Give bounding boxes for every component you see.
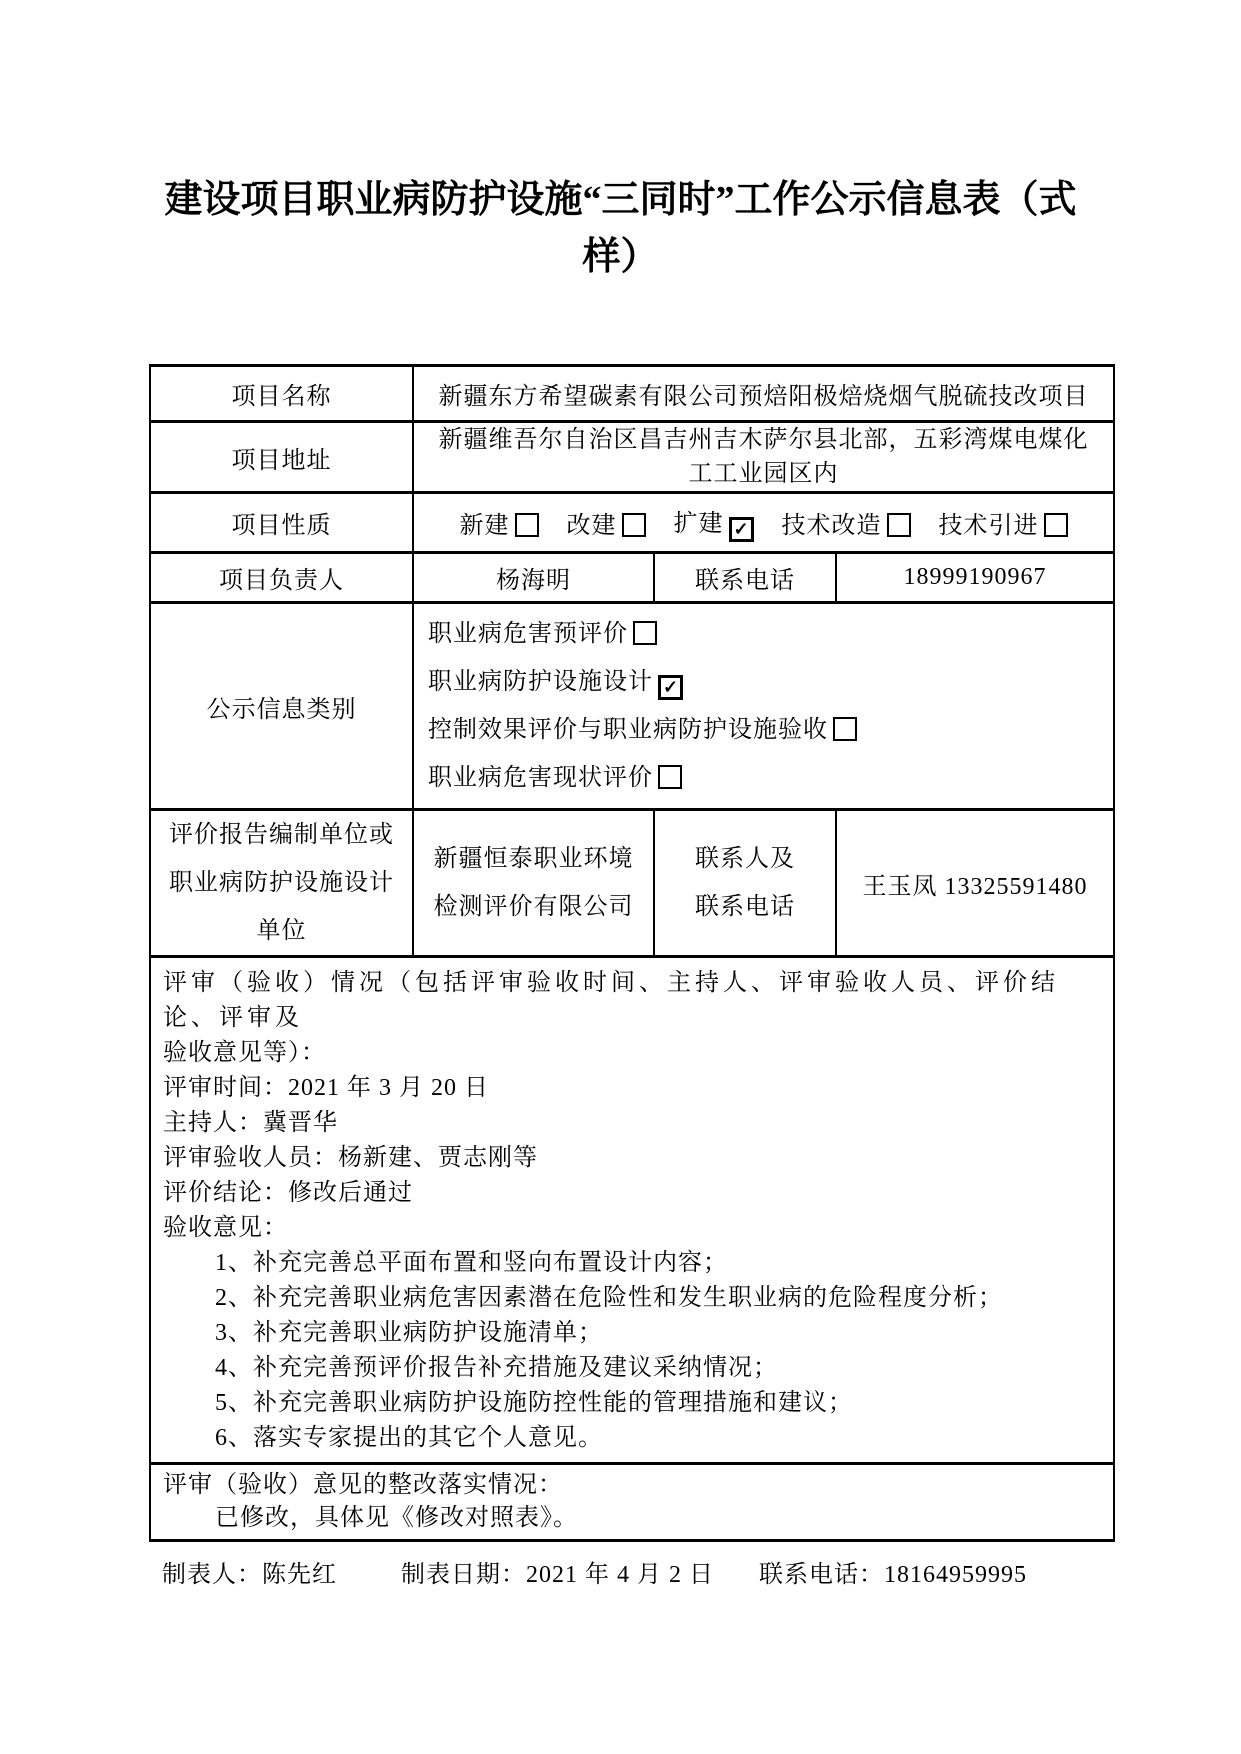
- checkbox-tech-upgrade: [887, 513, 911, 537]
- rectification-heading: 评审（验收）意见的整改落实情况：: [163, 1472, 563, 1498]
- project-leader-row: [150, 553, 1114, 603]
- rectification-row: [150, 1464, 1114, 1541]
- checkbox-expansion: ✓: [729, 517, 754, 542]
- review-opinion-item-6: 6、落实专家提出的其它个人意见。: [215, 1425, 603, 1451]
- nature-option-rebuild: [567, 505, 646, 540]
- review-host: 主持人：冀晋华: [163, 1110, 338, 1136]
- agency-name-line-2: 检测评价有限公司: [433, 894, 634, 920]
- publicity-option-pre-evaluation: [428, 610, 1105, 658]
- project-address-row: [150, 422, 1114, 493]
- agency-contact-label: [654, 810, 836, 957]
- review-opinion-item-5: 5、补充完善职业病防护设施防控性能的管理措施和建议；: [215, 1390, 853, 1416]
- leader-phone-value: 18999190967: [836, 553, 1114, 603]
- publicity-option-pre-evaluation-label: 职业病危害预评价: [428, 621, 628, 647]
- review-row: [150, 957, 1114, 1464]
- document-title: [0, 0, 1241, 286]
- publicity-type-label: 公示信息类别: [150, 603, 413, 810]
- agency-contact-label-line-1: 联系人及: [695, 846, 795, 872]
- agency-name: [413, 810, 654, 957]
- review-opinion-item-3: 3、补充完善职业病防护设施清单；: [215, 1320, 603, 1346]
- publicity-option-control-effect-label: 控制效果评价与职业病防护设施验收: [428, 717, 828, 743]
- review-opinion-item-1: 1、补充完善总平面布置和竖向布置设计内容；: [215, 1250, 728, 1276]
- nature-option-rebuild-label: 改建: [566, 513, 617, 539]
- publicity-type-options: [413, 603, 1114, 810]
- agency-row: [150, 810, 1114, 957]
- agency-label: [150, 810, 413, 957]
- checkbox-new-construction: [515, 513, 539, 537]
- nature-option-new: [460, 505, 539, 540]
- review-opinion-item-4: 4、补充完善预评价报告补充措施及建议采纳情况；: [215, 1355, 778, 1381]
- publicity-option-facility-design: [428, 658, 1105, 706]
- leader-phone-label: 联系电话: [654, 553, 836, 603]
- project-name-row: [150, 366, 1114, 422]
- review-opinions-heading: 验收意见：: [163, 1215, 288, 1241]
- project-name-label: 项目名称: [150, 366, 413, 422]
- project-leader-name: 杨海明: [413, 553, 654, 603]
- review-time: 评审时间：2021 年 3 月 20 日: [163, 1075, 489, 1101]
- checkbox-pre-evaluation: [633, 621, 657, 645]
- publicity-type-row: [150, 603, 1114, 810]
- nature-option-expansion: [674, 503, 754, 542]
- rectification-result: 已修改，具体见《修改对照表》。: [215, 1505, 578, 1531]
- publicity-option-status-evaluation-label: 职业病危害现状评价: [428, 765, 653, 791]
- nature-option-expansion-label: 扩建: [673, 511, 724, 537]
- review-conclusion: 评价结论：修改后通过: [163, 1180, 413, 1206]
- nature-option-new-label: 新建: [459, 513, 510, 539]
- agency-contact-value: 王玉凤 13325591480: [836, 810, 1114, 957]
- document-title-line-2: 样）: [582, 236, 659, 278]
- project-address-line-1: 新疆维吾尔自治区昌吉州吉木萨尔县北部，五彩湾煤电煤化: [438, 427, 1089, 453]
- footer-line: [162, 1554, 1241, 1589]
- footer-date: 制表日期：2021 年 4 月 2 日: [401, 1562, 714, 1588]
- review-personnel: 评审验收人员：杨新建、贾志刚等: [163, 1145, 538, 1171]
- agency-label-line-3: 单位: [256, 918, 307, 944]
- project-address-label: 项目地址: [150, 422, 413, 493]
- info-table: [149, 364, 1115, 1542]
- project-nature-options: [413, 493, 1114, 553]
- review-line: 验收意见等）：: [163, 1040, 326, 1066]
- project-name-value: 新疆东方希望碳素有限公司预焙阳极焙烧烟气脱硫技改项目: [413, 366, 1114, 422]
- review-line: 评审（验收）情况（包括评审验收时间、主持人、评审验收人员、评价结论、评审及: [163, 970, 1059, 1031]
- publicity-option-facility-design-label: 职业病防护设施设计: [428, 669, 653, 695]
- review-opinion-item-2: 2、补充完善职业病危害因素潜在危险性和发生职业病的危险程度分析；: [215, 1285, 1003, 1311]
- project-nature-row: [150, 493, 1114, 553]
- agency-contact-label-line-2: 联系电话: [695, 894, 795, 920]
- checkbox-facility-design: ✓: [658, 675, 683, 700]
- agency-label-line-1: 评价报告编制单位或: [169, 822, 394, 848]
- project-address-line-2: 工工业园区内: [688, 461, 839, 487]
- review-section: [150, 957, 1114, 1464]
- nature-option-tech-import-label: 技术引进: [938, 513, 1039, 539]
- agency-name-line-1: 新疆恒泰职业环境: [433, 846, 634, 872]
- checkbox-tech-import: [1044, 513, 1068, 537]
- checkbox-control-effect: [833, 717, 857, 741]
- agency-label-line-2: 职业病防护设施设计: [169, 870, 394, 896]
- checkbox-rebuild: [622, 513, 646, 537]
- nature-option-tech-upgrade-label: 技术改造: [781, 513, 882, 539]
- document-title-line-1: 建设项目职业病防护设施“三同时”工作公示信息表（式: [164, 179, 1077, 221]
- checkbox-status-evaluation: [658, 765, 682, 789]
- publicity-option-control-effect: [428, 706, 1105, 754]
- publicity-option-status-evaluation: [428, 754, 1105, 802]
- project-address-value: [413, 422, 1114, 493]
- project-nature-label: 项目性质: [150, 493, 413, 553]
- rectification-section: [150, 1464, 1114, 1541]
- project-leader-label: 项目负责人: [150, 553, 413, 603]
- nature-option-tech-upgrade: [782, 505, 911, 540]
- footer-preparer: 制表人：陈先红: [162, 1562, 337, 1588]
- nature-option-tech-import: [939, 505, 1068, 540]
- footer-phone: 联系电话：18164959995: [759, 1562, 1027, 1588]
